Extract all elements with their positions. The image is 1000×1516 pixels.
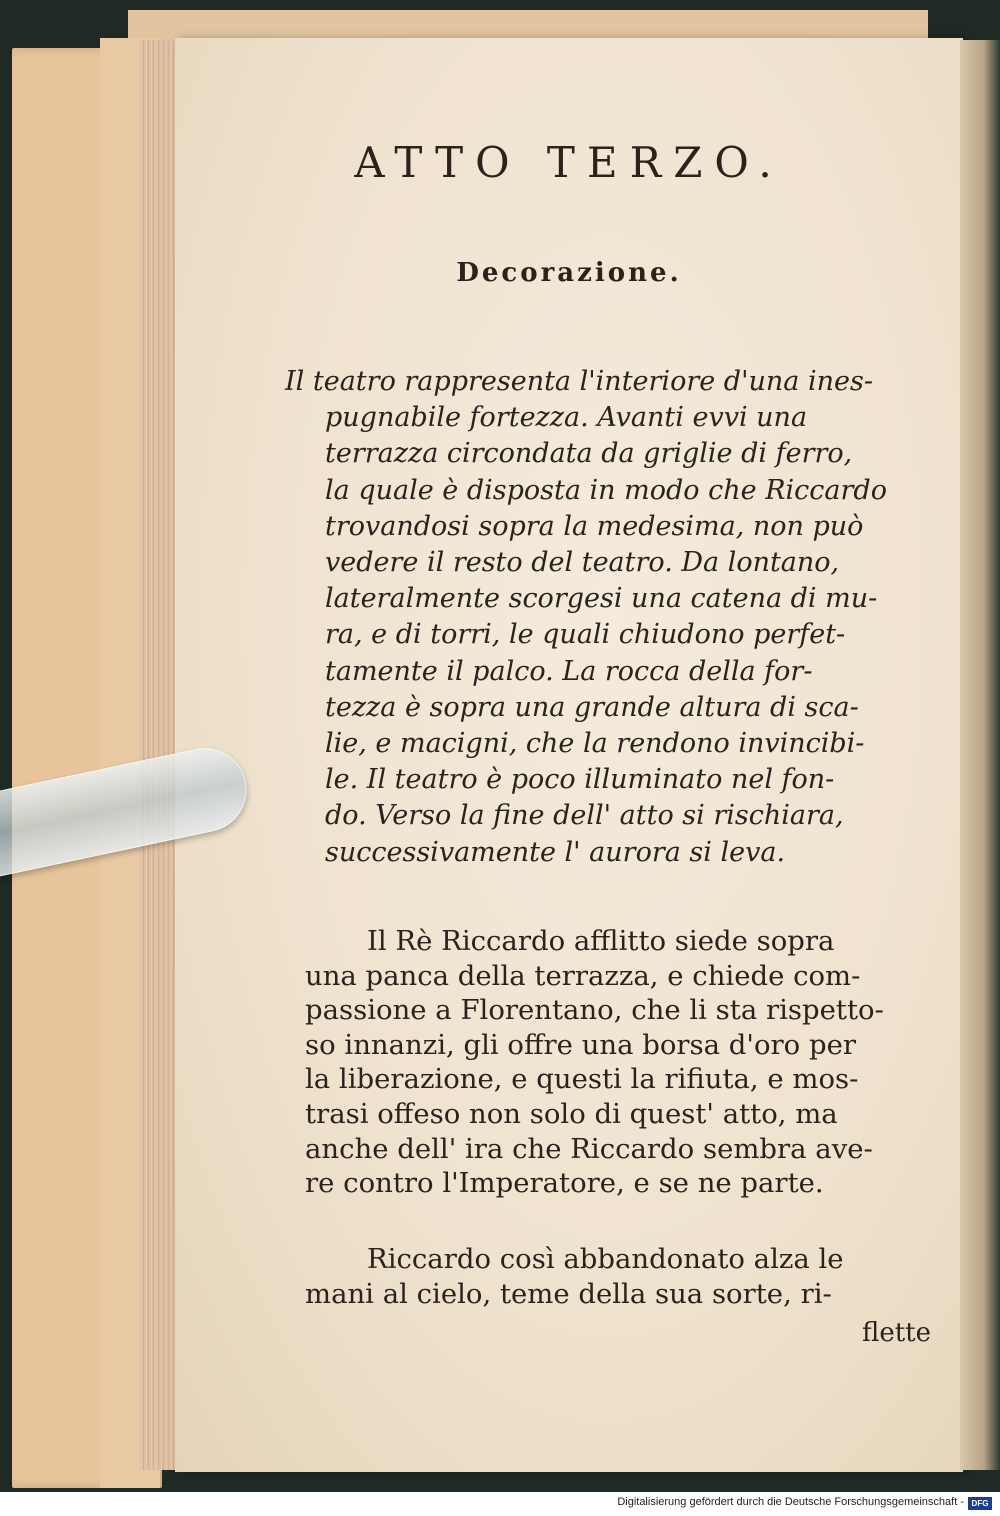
text-line: la liberazione, e questi la rifiuta, e mos-: [305, 1063, 859, 1096]
dfg-logo-icon: DFG: [968, 1497, 992, 1510]
text-line: tezza è sopra una grande altura di sca-: [325, 691, 859, 723]
stage-direction-paragraph: [285, 364, 945, 871]
text-line: pugnabile fortezza. Avanti evvi una: [325, 402, 808, 434]
text-line: do. Verso la fine dell' atto si rischiara,: [325, 800, 844, 832]
catchword: flette: [862, 1318, 932, 1348]
section-heading: Decorazione.: [456, 258, 682, 288]
text-line: lie, e macigni, che la rendono invincibi-: [325, 728, 865, 760]
text-line: trovandosi sopra la medesima, non può: [325, 510, 864, 542]
text-line: lateralmente scorgesi una catena di mu-: [325, 583, 878, 615]
text-line: mani al cielo, teme della sua sorte, ri-: [305, 1277, 832, 1310]
text-line: trasi offeso non solo di quest' atto, ma: [305, 1097, 838, 1130]
text-line: Il Rè Riccardo afflitto siede sopra: [367, 925, 835, 957]
text-line: so innanzi, gli offre una borsa d'oro per: [305, 1028, 856, 1061]
text-line: tamente il palco. La rocca della for-: [325, 655, 813, 687]
text-line: la quale è disposta in modo che Riccardo: [325, 474, 887, 506]
page-title: ATTO TERZO.: [354, 138, 784, 187]
body-paragraph-1: [305, 924, 950, 1201]
text-line: successivamente l' aurora si leva.: [325, 836, 786, 868]
text-line: passione a Florentano, che li sta rispetto-: [305, 994, 884, 1027]
body-paragraph-2: [305, 1242, 950, 1311]
text-line: terrazza circondata da griglie di ferro,: [325, 438, 853, 470]
text-line: re contro l'Imperatore, e se ne parte.: [305, 1167, 824, 1200]
footer-credit: Digitalisierung gefördert durch die Deutsche Forschungsgemeinschaft -: [617, 1496, 964, 1508]
text-line: anche dell' ira che Riccardo sembra ave-: [305, 1132, 873, 1165]
text-line: ra, e di torri, le quali chiudono perfet-: [325, 619, 846, 651]
text-line: una panca della terrazza, e chiede com-: [305, 959, 861, 992]
text-line: le. Il teatro è poco illuminato nel fon-: [325, 764, 835, 796]
text-line: Riccardo così abbandonato alza le: [367, 1243, 844, 1275]
text-line: Il teatro rappresenta l'interiore d'una ines-: [285, 366, 873, 397]
text-line: vedere il resto del teatro. Da lontano,: [325, 547, 840, 579]
page-gutter-shadow: [960, 40, 1000, 1470]
